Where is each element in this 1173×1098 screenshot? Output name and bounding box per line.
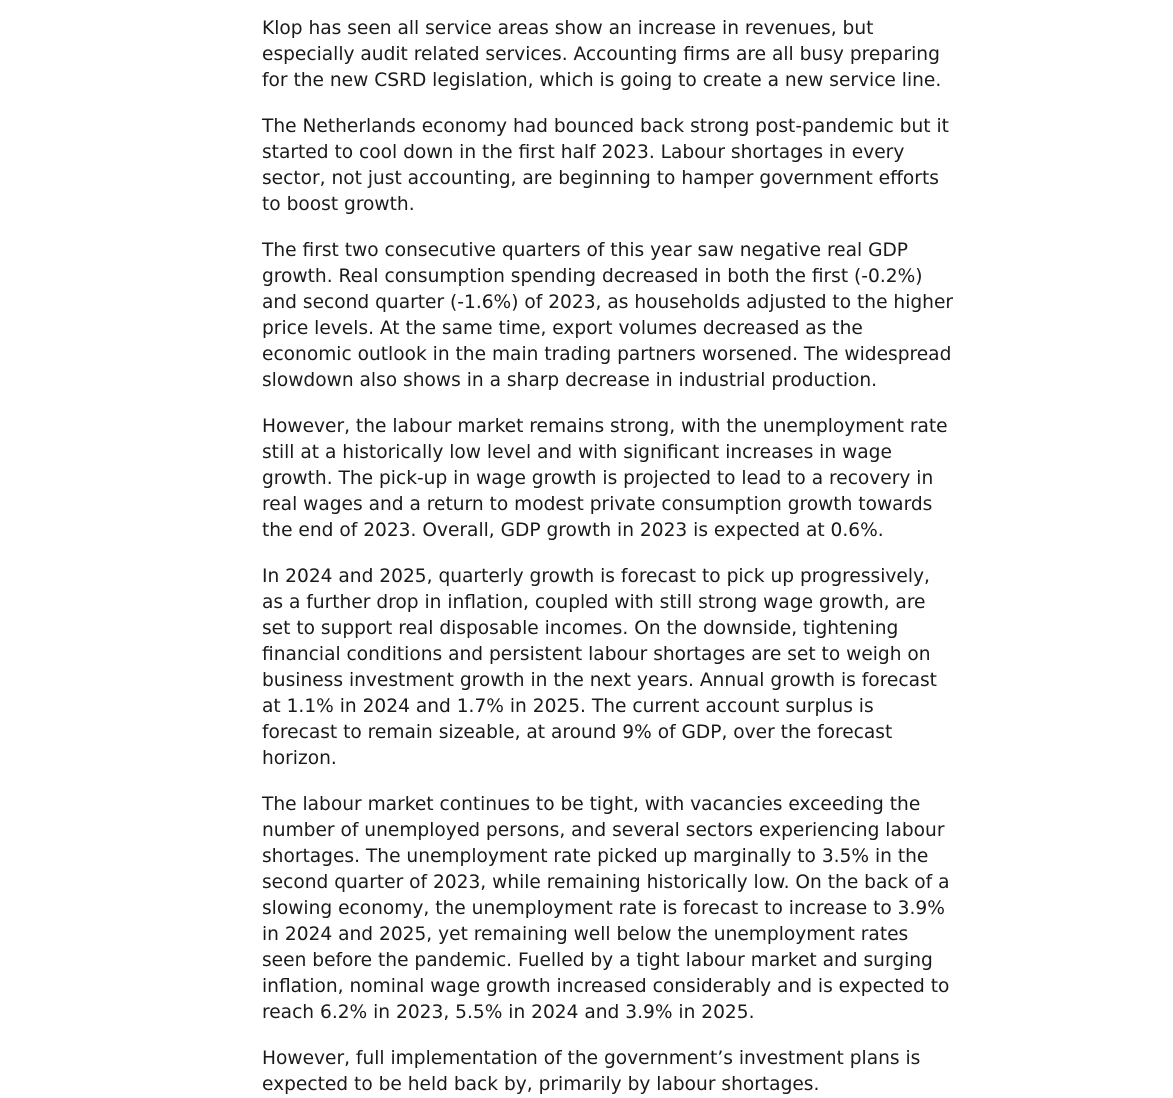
paragraph-revenue-increase: Klop has seen all service areas show an increase in revenues, but especially audit related services. Accounting firms are all busy preparing for the new CSRD legislation, which is going to create a new service line. — [262, 18, 942, 91]
paragraph-negative-gdp: The first two consecutive quarters of this year saw negative real GDP growth. Real consumption spending decreased in both the first (-0.2%) and second quarter (-1.6%) of 2023, as households adjusted to the higher price levels. At the same time, export volumes decreased as the economic outlook in the main trading partners worsened. The widespread slowdown also shows in a sharp decrease in industrial production. — [262, 240, 954, 391]
paragraph-investment-plans: However, full implementation of the government’s investment plans is expected to be held back by, primarily by labour shortages. — [262, 1048, 921, 1095]
paragraph-economy-cooldown: The Netherlands economy had bounced back strong post-pandemic but it started to cool down in the first half 2023. Labour shortages in every sector, not just accounting, are beginning to hamper government efforts to boost growth. — [262, 116, 949, 215]
paragraph-growth-forecast: In 2024 and 2025, quarterly growth is forecast to pick up progressively, as a further drop in inflation, coupled with still strong wage growth, are set to support real disposable incomes. On the downside, tightening financial conditions and persistent labour shortages are set to weigh on business investment growth in the next years. Annual growth is forecast at 1.1% in 2024 and 1.7% in 2025. The current account surplus is forecast to remain sizeable, at around 9% of GDP, over the forecast horizon. — [262, 566, 937, 769]
paragraph-labour-market-tight: The labour market continues to be tight, with vacancies exceeding the number of unemployed persons, and several sectors experiencing labour shortages. The unemployment rate picked up marginally to 3.5% in the second quarter of 2023, while remaining historically low. On the back of a slowing economy, the unemployment rate is forecast to increase to 3.9% in 2024 and 2025, yet remaining well below the unemployment rates seen before the pandemic. Fuelled by a tight labour market and surging inflation, nominal wage growth increased considerably and is expected to reach 6.2% in 2023, 5.5% in 2024 and 3.9% in 2025. — [262, 794, 950, 1023]
paragraph-labour-market-strong: However, the labour market remains strong, with the unemployment rate still at a historically low level and with significant increases in wage growth. The pick-up in wage growth is projected to lead to a recovery in real wages and a return to modest private consumption growth towards the end of 2023. Overall, GDP growth in 2023 is expected at 0.6%. — [262, 416, 948, 541]
article-body — [262, 16, 954, 1098]
